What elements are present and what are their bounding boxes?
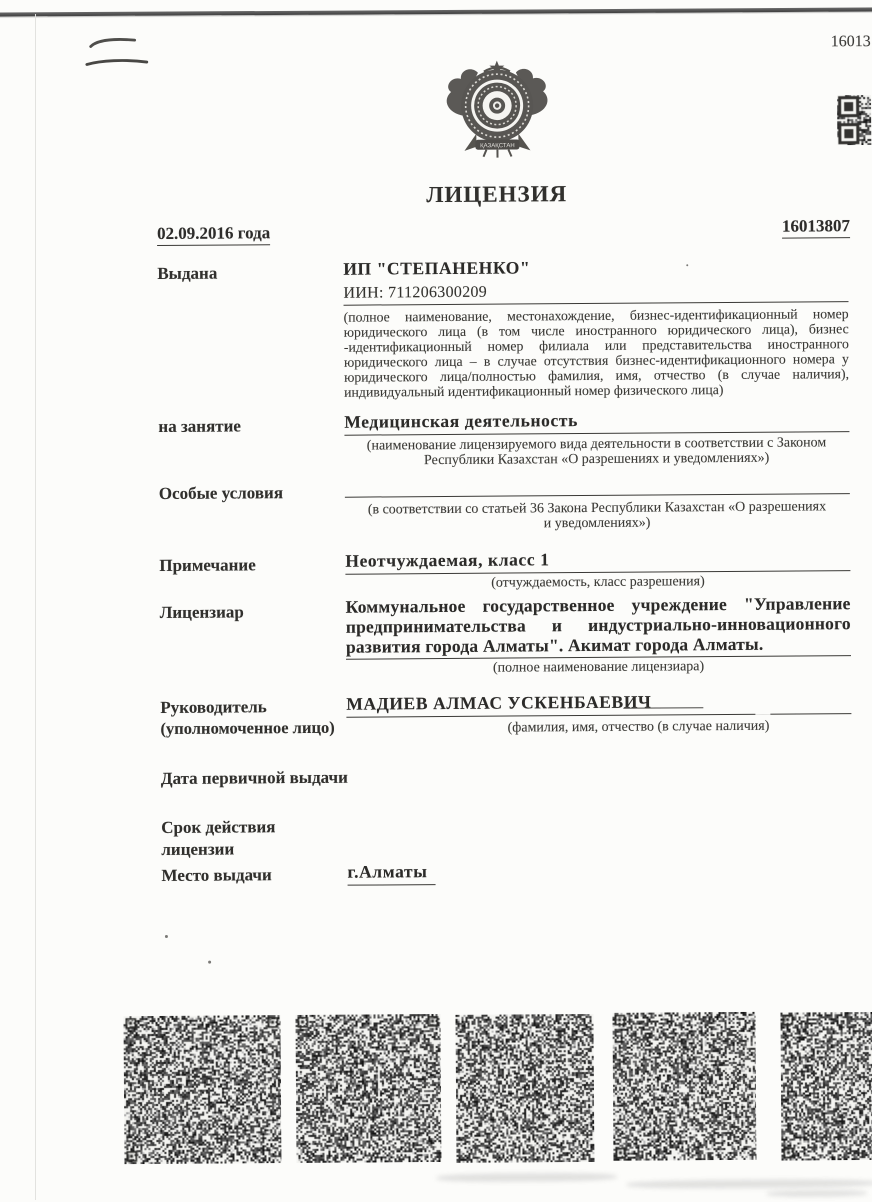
activity-caption: (наименование лицензируемого вида деятельности в соответствии с Законом Республики Казахстан «О разрешениях и уведомлениях») xyxy=(366,435,827,469)
field-label-first-issue-date: Дата первичной выдачи xyxy=(160,767,348,788)
special-conditions-blank-line xyxy=(345,493,850,498)
data-matrix-block xyxy=(123,1015,281,1164)
scan-smudge xyxy=(627,1179,872,1189)
emblem-banner-text: ҚАЗАҚСТАН xyxy=(480,143,515,150)
field-label-licensor: Лицензиар xyxy=(159,602,244,622)
pen-marks xyxy=(79,30,163,75)
data-matrix-block xyxy=(612,1012,756,1161)
field-label-validity-line2: лицензии xyxy=(161,839,235,859)
head-caption: (фамилия, имя, отчество (в случае наличия) xyxy=(507,718,770,736)
field-label-validity-line1: Срок действия xyxy=(161,817,276,837)
scan-speck xyxy=(686,264,688,266)
activity-value: Медицинская деятельность xyxy=(344,408,849,436)
issue-place-value: г.Алматы xyxy=(347,861,435,886)
licensor-value: Коммунальное государственное учреждение "Управление предпринимательства и индустриально-инновационного развития города Алматы". Акимат города Алматы. xyxy=(346,594,851,660)
scan-smudge xyxy=(767,1190,867,1197)
license-number: 16013807 xyxy=(782,216,850,238)
qr-code-icon xyxy=(837,95,871,145)
scan-speck xyxy=(208,961,211,964)
data-matrix-block xyxy=(455,1014,594,1163)
field-label-head-line2: (уполномоченное лицо) xyxy=(160,717,335,738)
field-label-issue-place: Место выдачи xyxy=(161,865,272,885)
page-corner-number: 16013 xyxy=(830,33,871,51)
kazakhstan-emblem-icon xyxy=(440,59,555,160)
field-label-special-conditions: Особые условия xyxy=(158,483,284,503)
field-label-note: Примечание xyxy=(159,555,256,575)
note-caption: (отчуждаемость, класс разрешения) xyxy=(491,574,705,591)
field-label-head-line1: Руководитель xyxy=(160,697,267,717)
head-value: МАДИЕВ АЛМАС УСКЕНБАЕВИЧ xyxy=(346,690,851,718)
document-title: ЛИЦЕНЗИЯ xyxy=(426,181,568,208)
licensor-caption: (полное наименование лицензиара) xyxy=(492,659,705,676)
data-matrix-block xyxy=(780,1012,872,1161)
field-label-issued-to: Выдана xyxy=(157,263,218,283)
data-matrix-block xyxy=(295,1014,441,1163)
scan-smudge xyxy=(437,1173,617,1182)
underline-gap-artifact xyxy=(755,710,770,715)
note-value: Неотчуждаемая, класс 1 xyxy=(345,547,850,575)
issue-date: 02.09.2016 года xyxy=(157,223,270,246)
iin-value: ИИН: 711206300209 xyxy=(343,281,848,306)
scan-speck xyxy=(165,935,168,938)
issued-to-caption: (полное наименование, местонахождение, бизнес-идентификационный номер юридического лица (в том числе иностранного юридического лица), бизнес -идентификационный номер филиала или представительства иностранного юридического лица – в случае отсутствия бизнес-идентификационного номера у юридического лица/полностью фамилия, имя, отчество (в случае наличия), индивидуальный идентификационный номер физического лица) xyxy=(343,306,850,400)
field-label-activity: на занятие xyxy=(158,416,241,436)
issued-to-value: ИП "СТЕПАНЕНКО" xyxy=(343,257,531,279)
special-conditions-caption: (в соответствии со статьей 36 Закона Республики Казахстан «О разрешениях и уведомлениях») xyxy=(367,499,827,532)
